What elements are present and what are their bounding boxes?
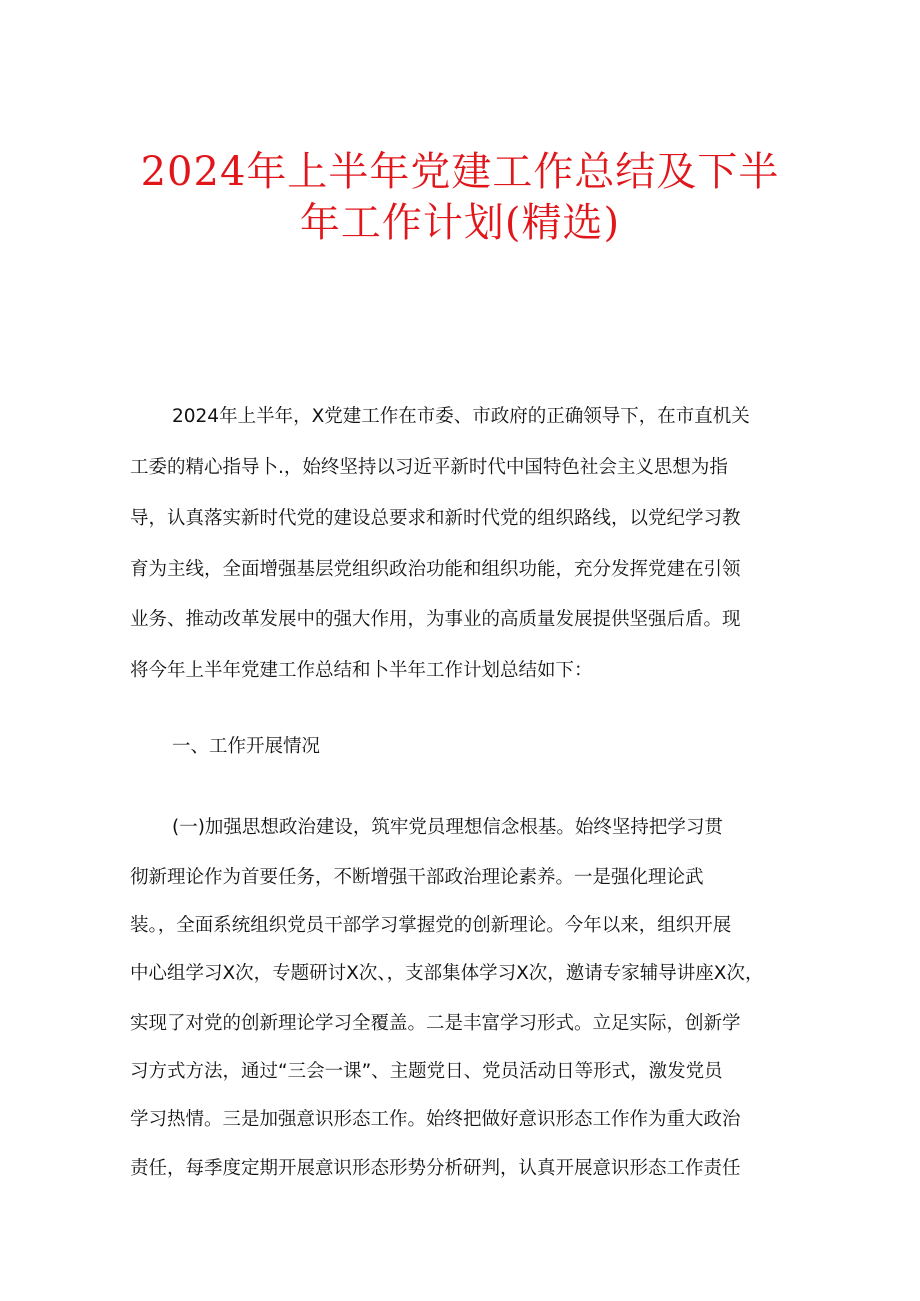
subsection-line: 学习热情。三是加强意识形态工作。始终把做好意识形态工作作为重大政治 xyxy=(130,1109,741,1130)
section-heading: 一、工作开展情况 xyxy=(172,736,321,757)
intro-line: 业务、推动改革发展中的强大作用，为事业的高质量发展提供坚强后盾。现 xyxy=(130,609,741,630)
intro-line: 将今年上半年党建工作总结和卜半年工作计划总结如下： xyxy=(130,660,593,681)
intro-line: 2024年上半年，X党建工作在市委、市政府的正确领导下，在市直机关 xyxy=(172,406,750,427)
document-title-line-1: 2024年上半年党建工作总结及下半 xyxy=(140,149,780,195)
subsection-line: 责任，每季度定期开展意识形态形势分析研判，认真开展意识形态工作责任 xyxy=(130,1158,741,1179)
subsection-line: (一)加强思想政治建设，筑牢党员理想信念根基。始终坚持把学习贯 xyxy=(172,817,723,838)
subsection-line: 习方式方法，通过“三会一课”、主题党日、党员活动日等形式，激发党员 xyxy=(130,1061,723,1082)
subsection-line: 装。，全面系统组织党员干部学习掌握党的创新理论。今年以来，组织开展 xyxy=(130,915,732,936)
subsection-line: 中心组学习X次，专题研讨X次、，支部集体学习X次，邀请专家辅导讲座X次， xyxy=(130,963,764,984)
intro-line: 育为主线，全面增强基层党组织政治功能和组织功能，充分发挥党建在引领 xyxy=(130,559,741,580)
subsection-line: 彻新理论作为首要任务，不断增强干部政治理论素养。一是强化理论武 xyxy=(130,867,704,888)
intro-line: 工委的精心指导卜.，始终坚持以习近平新时代中国特色社会主义思想为指 xyxy=(130,457,728,478)
subsection-line: 实现了对党的创新理论学习全覆盖。二是丰富学习形式。立足实际，创新学 xyxy=(130,1013,741,1034)
document-title-line-2: 年工作计划(精选) xyxy=(299,200,621,246)
intro-line: 导，认真落实新时代党的建设总要求和新时代党的组织路线，以党纪学习教 xyxy=(130,508,741,529)
